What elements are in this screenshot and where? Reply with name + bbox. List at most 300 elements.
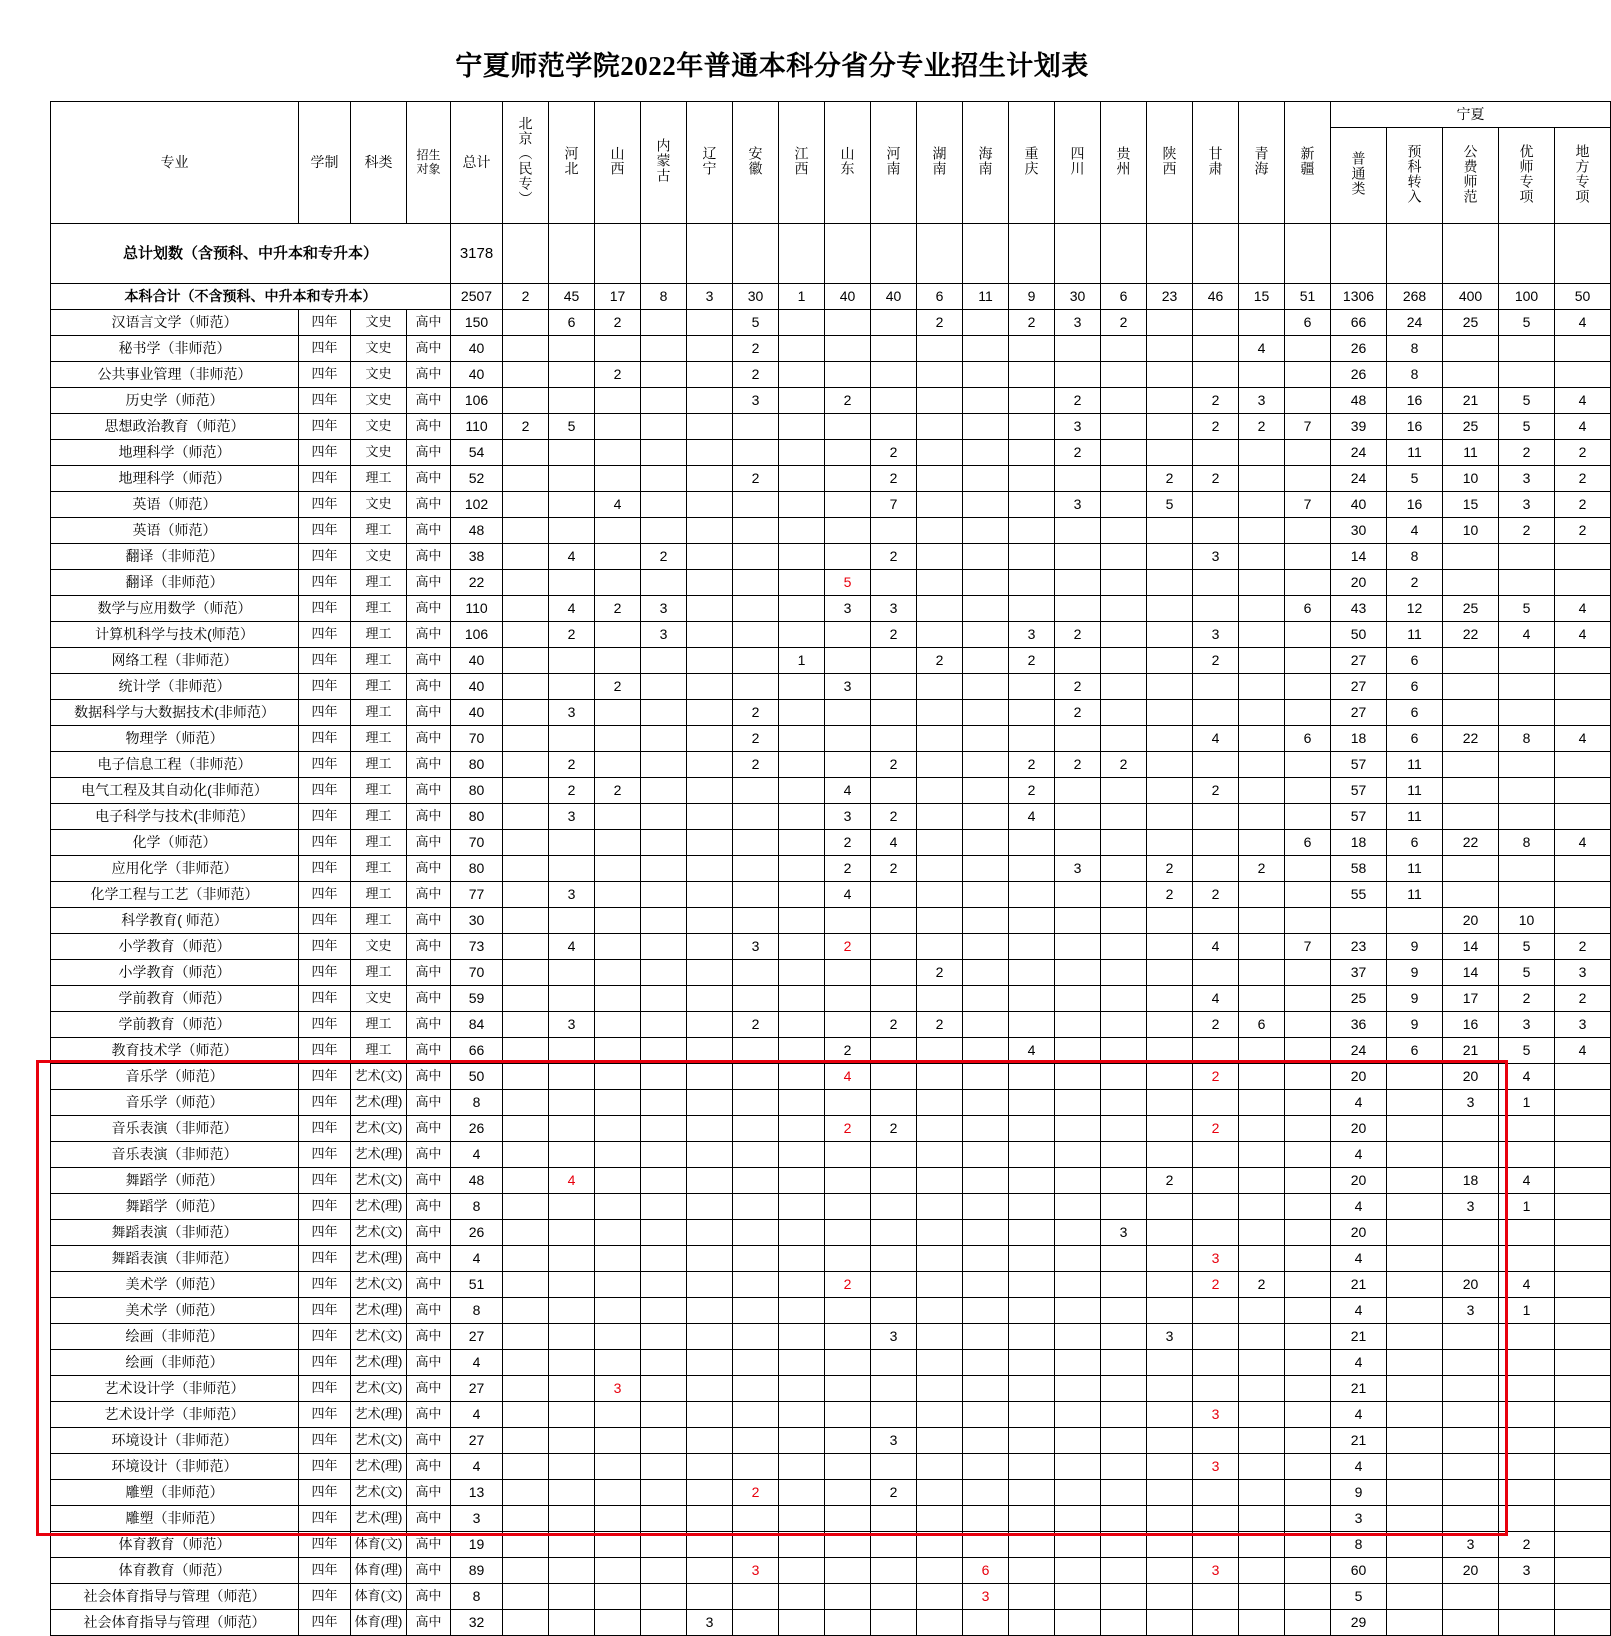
row-province-value [779, 1298, 825, 1324]
row-ningxia-value [1387, 1090, 1443, 1116]
row-province-value [1193, 1168, 1239, 1194]
row-province-value [1147, 934, 1193, 960]
row-province-value [1193, 1298, 1239, 1324]
row-province-value [1009, 1168, 1055, 1194]
row-province-value [595, 1506, 641, 1532]
row-object: 高中 [407, 726, 451, 752]
row-province-value [779, 1376, 825, 1402]
row-province-value [917, 726, 963, 752]
row-total: 80 [451, 856, 503, 882]
row-province-value [963, 1168, 1009, 1194]
row-province-value [595, 466, 641, 492]
summary-province-value: 9 [1009, 284, 1055, 310]
row-province-value [1285, 1324, 1331, 1350]
row-province-value [1101, 440, 1147, 466]
row-ningxia-value: 4 [1331, 1402, 1387, 1428]
row-province-value [549, 1272, 595, 1298]
header-province: 陕西 [1147, 102, 1193, 224]
row-province-value [1147, 1376, 1193, 1402]
row-province-value [503, 544, 549, 570]
row-province-value [1009, 830, 1055, 856]
row-province-value [825, 1428, 871, 1454]
row-province-value [963, 1454, 1009, 1480]
row-total: 48 [451, 1168, 503, 1194]
row-province-value [1239, 1298, 1285, 1324]
row-ningxia-value: 55 [1331, 882, 1387, 908]
row-province-value: 2 [503, 414, 549, 440]
row-ningxia-value: 22 [1443, 830, 1499, 856]
row-ningxia-value: 2 [1499, 1532, 1555, 1558]
row-province-value [825, 1298, 871, 1324]
row-province-value [733, 1064, 779, 1090]
row-province-value [503, 882, 549, 908]
row-province-value [503, 908, 549, 934]
row-province-value [549, 674, 595, 700]
row-province-value [687, 1012, 733, 1038]
row-ningxia-value: 14 [1331, 544, 1387, 570]
row-ningxia-value: 9 [1387, 1012, 1443, 1038]
row-province-value [549, 1324, 595, 1350]
row-province-value [1055, 908, 1101, 934]
row-category: 艺术(理) [351, 1506, 407, 1532]
header-province: 内蒙古 [641, 102, 687, 224]
row-province-value [917, 674, 963, 700]
row-province-value [1239, 570, 1285, 596]
row-province-value [779, 1220, 825, 1246]
row-category: 艺术(文) [351, 1324, 407, 1350]
table-row [51, 388, 1611, 414]
row-province-value [1009, 466, 1055, 492]
row-major: 学前教育（师范） [51, 1012, 299, 1038]
row-ningxia-value: 3 [1499, 466, 1555, 492]
row-province-value [1239, 1064, 1285, 1090]
row-province-value [779, 674, 825, 700]
row-province-value [917, 1480, 963, 1506]
row-ningxia-value [1387, 1532, 1443, 1558]
row-province-value [595, 700, 641, 726]
row-province-value [549, 1298, 595, 1324]
row-province-value [1101, 1168, 1147, 1194]
summary-province-value: 17 [595, 284, 641, 310]
row-province-value [1101, 778, 1147, 804]
row-ningxia-value [1387, 1116, 1443, 1142]
summary-ningxia-value [1387, 224, 1443, 284]
row-province-value [825, 1012, 871, 1038]
table-row [51, 1324, 1611, 1350]
row-ningxia-value: 24 [1331, 466, 1387, 492]
row-province-value [733, 1220, 779, 1246]
row-province-value [1101, 570, 1147, 596]
row-province-value [687, 1402, 733, 1428]
row-ningxia-value [1555, 804, 1611, 830]
row-ningxia-value [1387, 908, 1443, 934]
row-province-value [871, 1402, 917, 1428]
row-province-value: 3 [1193, 622, 1239, 648]
row-province-value [963, 778, 1009, 804]
row-province-value [963, 986, 1009, 1012]
row-province-value [1239, 544, 1285, 570]
row-province-value [1239, 1584, 1285, 1610]
row-province-value [779, 1584, 825, 1610]
row-province-value [779, 570, 825, 596]
row-province-value [1147, 1402, 1193, 1428]
row-ningxia-value [1443, 1350, 1499, 1376]
row-major: 环境设计（非师范） [51, 1454, 299, 1480]
row-province-value [733, 1454, 779, 1480]
row-province-value [641, 466, 687, 492]
row-province-value [503, 674, 549, 700]
row-category: 艺术(理) [351, 1350, 407, 1376]
row-ningxia-value: 20 [1443, 1064, 1499, 1090]
row-province-value [1285, 336, 1331, 362]
row-province-value [779, 986, 825, 1012]
row-province-value [687, 1246, 733, 1272]
row-ningxia-value: 2 [1555, 986, 1611, 1012]
row-province-value [1239, 1090, 1285, 1116]
table-row [51, 1272, 1611, 1298]
row-province-value [963, 466, 1009, 492]
row-province-value [549, 1246, 595, 1272]
row-province-value [503, 1116, 549, 1142]
row-province-value [1101, 856, 1147, 882]
row-province-value [1285, 1090, 1331, 1116]
row-category: 文史 [351, 310, 407, 336]
row-province-value [1101, 1116, 1147, 1142]
row-province-value: 2 [1009, 778, 1055, 804]
row-province-value [1285, 1272, 1331, 1298]
row-province-value [733, 778, 779, 804]
row-province-value [1239, 1246, 1285, 1272]
row-major: 美术学（师范） [51, 1298, 299, 1324]
row-province-value [1101, 882, 1147, 908]
row-major: 物理学（师范） [51, 726, 299, 752]
row-province-value [1101, 648, 1147, 674]
row-province-value [1147, 1298, 1193, 1324]
row-province-value [917, 596, 963, 622]
row-province-value [917, 1168, 963, 1194]
row-province-value [1009, 934, 1055, 960]
row-province-value [779, 440, 825, 466]
row-province-value: 3 [641, 622, 687, 648]
row-province-value [825, 726, 871, 752]
row-province-value [1285, 1532, 1331, 1558]
row-system: 四年 [299, 1350, 351, 1376]
row-object: 高中 [407, 960, 451, 986]
row-province-value [917, 830, 963, 856]
row-ningxia-value [1555, 1142, 1611, 1168]
row-province-value [917, 752, 963, 778]
row-province-value [595, 1142, 641, 1168]
row-province-value: 2 [1147, 1168, 1193, 1194]
row-province-value: 2 [825, 830, 871, 856]
row-ningxia-value [1499, 1402, 1555, 1428]
row-province-value: 7 [1285, 934, 1331, 960]
row-system: 四年 [299, 362, 351, 388]
row-province-value [641, 882, 687, 908]
row-province-value [1147, 336, 1193, 362]
row-ningxia-value: 27 [1331, 648, 1387, 674]
row-province-value: 3 [1193, 1402, 1239, 1428]
row-province-value [595, 1064, 641, 1090]
row-province-value [641, 414, 687, 440]
row-province-value [595, 934, 641, 960]
row-province-value [595, 1402, 641, 1428]
row-province-value [595, 882, 641, 908]
row-ningxia-value: 21 [1331, 1376, 1387, 1402]
row-province-value [963, 1376, 1009, 1402]
row-ningxia-value: 5 [1499, 388, 1555, 414]
row-province-value [733, 1116, 779, 1142]
header-province: 安徽 [733, 102, 779, 224]
row-province-value [871, 1038, 917, 1064]
row-province-value [549, 1454, 595, 1480]
row-ningxia-value: 27 [1331, 700, 1387, 726]
row-province-value [549, 492, 595, 518]
row-province-value: 2 [1193, 1116, 1239, 1142]
row-ningxia-value [1499, 778, 1555, 804]
row-province-value [825, 1480, 871, 1506]
row-province-value [825, 544, 871, 570]
row-province-value [641, 1610, 687, 1636]
row-category: 艺术(文) [351, 1220, 407, 1246]
row-major: 计算机科学与技术(师范） [51, 622, 299, 648]
row-total: 150 [451, 310, 503, 336]
row-province-value [1193, 596, 1239, 622]
row-province-value [641, 986, 687, 1012]
row-system: 四年 [299, 1376, 351, 1402]
row-category: 理工 [351, 778, 407, 804]
row-province-value [641, 1246, 687, 1272]
row-province-value [687, 804, 733, 830]
table-row [51, 1558, 1611, 1584]
row-total: 8 [451, 1194, 503, 1220]
row-total: 32 [451, 1610, 503, 1636]
row-object: 高中 [407, 1350, 451, 1376]
row-province-value [825, 1532, 871, 1558]
row-category: 理工 [351, 518, 407, 544]
row-province-value: 7 [1285, 414, 1331, 440]
row-province-value [825, 414, 871, 440]
row-province-value [779, 1454, 825, 1480]
table-row [51, 570, 1611, 596]
row-province-value [1101, 492, 1147, 518]
row-province-value [549, 1532, 595, 1558]
row-province-value [641, 830, 687, 856]
row-object: 高中 [407, 1298, 451, 1324]
row-system: 四年 [299, 1116, 351, 1142]
row-province-value [825, 518, 871, 544]
row-province-value [687, 1064, 733, 1090]
row-province-value [1055, 1090, 1101, 1116]
row-province-value [871, 960, 917, 986]
row-province-value: 2 [549, 752, 595, 778]
table-row [51, 1090, 1611, 1116]
row-system: 四年 [299, 1506, 351, 1532]
row-province-value [963, 1038, 1009, 1064]
row-total: 80 [451, 804, 503, 830]
row-total: 110 [451, 414, 503, 440]
row-province-value [595, 830, 641, 856]
table-row [51, 726, 1611, 752]
row-province-value [963, 336, 1009, 362]
row-province-value [871, 726, 917, 752]
row-province-value [779, 1038, 825, 1064]
row-province-value [1239, 1168, 1285, 1194]
row-province-value [1147, 1116, 1193, 1142]
row-category: 文史 [351, 544, 407, 570]
row-province-value: 2 [917, 310, 963, 336]
row-system: 四年 [299, 674, 351, 700]
row-province-value [1101, 1428, 1147, 1454]
row-province-value [503, 1610, 549, 1636]
row-ningxia-value: 3 [1443, 1298, 1499, 1324]
row-province-value [595, 388, 641, 414]
row-category: 艺术(文) [351, 1272, 407, 1298]
row-province-value [1055, 1610, 1101, 1636]
row-province-value [549, 1064, 595, 1090]
row-province-value: 2 [871, 752, 917, 778]
row-province-value [825, 1220, 871, 1246]
row-province-value [1193, 752, 1239, 778]
row-system: 四年 [299, 414, 351, 440]
row-ningxia-value: 4 [1555, 388, 1611, 414]
row-province-value [1009, 336, 1055, 362]
row-province-value [917, 1194, 963, 1220]
row-province-value [1101, 1324, 1147, 1350]
row-province-value [825, 648, 871, 674]
row-total: 77 [451, 882, 503, 908]
row-object: 高中 [407, 492, 451, 518]
row-province-value [733, 1610, 779, 1636]
row-province-value [503, 1272, 549, 1298]
row-province-value [641, 1584, 687, 1610]
row-object: 高中 [407, 596, 451, 622]
row-province-value [871, 388, 917, 414]
row-ningxia-value [1555, 648, 1611, 674]
row-province-value: 2 [871, 1480, 917, 1506]
row-province-value [595, 1324, 641, 1350]
row-province-value [1009, 1376, 1055, 1402]
table-header-row-1 [51, 102, 1611, 128]
row-province-value [1101, 1350, 1147, 1376]
row-province-value [641, 726, 687, 752]
row-province-value [595, 752, 641, 778]
row-total: 19 [451, 1532, 503, 1558]
row-major: 翻译（非师范） [51, 570, 299, 596]
row-province-value [963, 1116, 1009, 1142]
row-province-value [503, 1246, 549, 1272]
row-province-value: 2 [917, 1012, 963, 1038]
row-category: 理工 [351, 700, 407, 726]
row-province-value [779, 1506, 825, 1532]
row-province-value: 2 [733, 1480, 779, 1506]
row-object: 高中 [407, 544, 451, 570]
row-province-value [1285, 700, 1331, 726]
header-province: 山东 [825, 102, 871, 224]
summary-ningxia-value: 50 [1555, 284, 1611, 310]
row-province-value [687, 1506, 733, 1532]
row-object: 高中 [407, 440, 451, 466]
row-province-value [641, 778, 687, 804]
row-category: 艺术(理) [351, 1402, 407, 1428]
row-province-value [917, 362, 963, 388]
row-major: 雕塑（非师范） [51, 1506, 299, 1532]
summary-province-value [871, 224, 917, 284]
row-object: 高中 [407, 388, 451, 414]
row-province-value [871, 1168, 917, 1194]
row-ningxia-value [1555, 1402, 1611, 1428]
row-ningxia-value: 18 [1443, 1168, 1499, 1194]
row-province-value: 3 [871, 596, 917, 622]
row-province-value [1239, 466, 1285, 492]
row-system: 四年 [299, 336, 351, 362]
row-ningxia-value [1555, 908, 1611, 934]
row-province-value: 2 [733, 1012, 779, 1038]
row-object: 高中 [407, 1168, 451, 1194]
row-province-value [1147, 1012, 1193, 1038]
row-province-value [1055, 882, 1101, 908]
row-province-value [1009, 1350, 1055, 1376]
row-province-value: 2 [1055, 388, 1101, 414]
row-ningxia-value: 20 [1331, 1116, 1387, 1142]
row-province-value: 1 [779, 648, 825, 674]
table-row [51, 622, 1611, 648]
row-ningxia-value [1555, 778, 1611, 804]
row-province-value [503, 986, 549, 1012]
row-province-value: 2 [595, 674, 641, 700]
row-province-value: 4 [1009, 1038, 1055, 1064]
summary-province-value: 2 [503, 284, 549, 310]
row-province-value [779, 596, 825, 622]
row-ningxia-value: 5 [1499, 596, 1555, 622]
row-province-value [1193, 492, 1239, 518]
row-province-value [549, 908, 595, 934]
row-province-value [917, 1428, 963, 1454]
header-province: 河南 [871, 102, 917, 224]
row-ningxia-value: 2 [1555, 934, 1611, 960]
row-ningxia-value: 4 [1331, 1090, 1387, 1116]
row-major: 舞蹈学（师范） [51, 1194, 299, 1220]
row-province-value [871, 1454, 917, 1480]
row-province-value [503, 1038, 549, 1064]
row-province-value: 6 [1285, 726, 1331, 752]
row-province-value [1055, 466, 1101, 492]
row-province-value [641, 518, 687, 544]
row-province-value: 2 [733, 336, 779, 362]
row-province-value [825, 1168, 871, 1194]
row-province-value: 2 [1055, 752, 1101, 778]
table-row [51, 414, 1611, 440]
row-province-value: 2 [1147, 882, 1193, 908]
row-ningxia-value: 12 [1387, 596, 1443, 622]
row-province-value: 2 [825, 388, 871, 414]
row-ningxia-value: 6 [1387, 648, 1443, 674]
row-province-value [1009, 596, 1055, 622]
row-province-value [687, 1350, 733, 1376]
row-province-value [917, 492, 963, 518]
row-province-value [595, 1610, 641, 1636]
row-major: 环境设计（非师范） [51, 1428, 299, 1454]
row-province-value [963, 674, 1009, 700]
row-ningxia-value [1555, 1532, 1611, 1558]
row-province-value [1009, 1480, 1055, 1506]
row-province-value [1285, 466, 1331, 492]
row-province-value [963, 414, 1009, 440]
row-province-value [595, 1220, 641, 1246]
row-province-value [779, 960, 825, 986]
row-ningxia-value: 15 [1443, 492, 1499, 518]
row-ningxia-value: 3 [1555, 1012, 1611, 1038]
